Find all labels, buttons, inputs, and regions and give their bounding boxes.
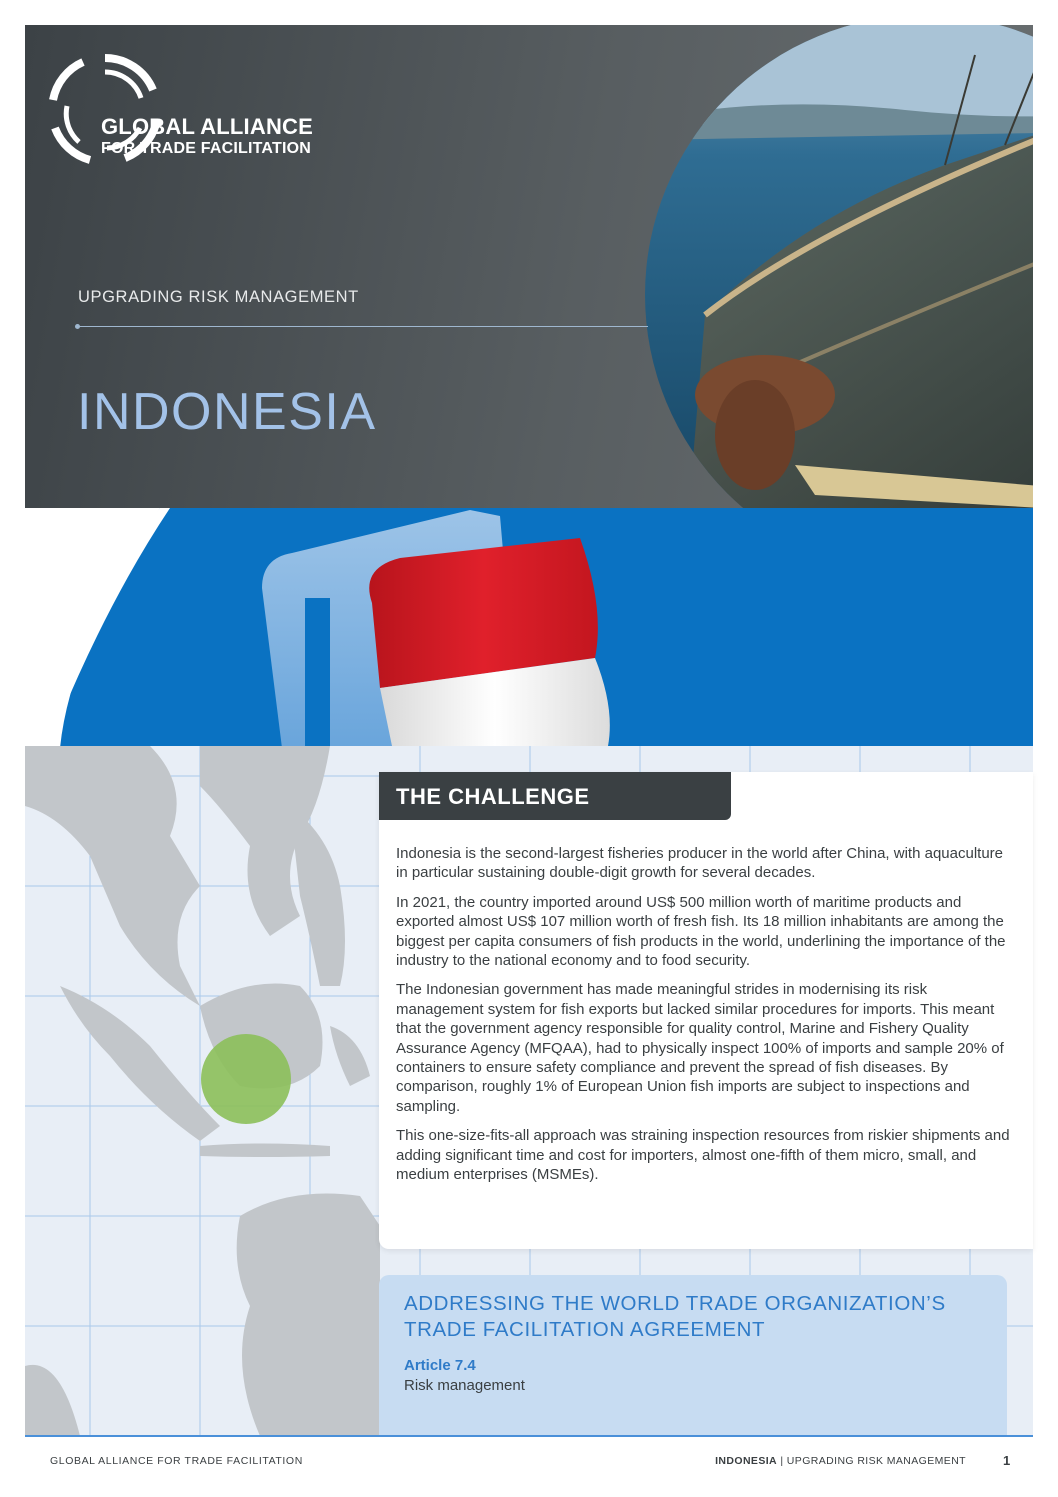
footer-topic: | UPGRADING RISK MANAGEMENT [777,1455,966,1467]
challenge-heading: THE CHALLENGE [379,772,731,820]
page-title: INDONESIA [77,383,377,441]
header-band [25,25,1033,508]
footer-document-title [715,1455,966,1467]
subtitle-divider [78,326,648,327]
fishing-net-photo [645,25,1033,508]
page-subtitle: UPGRADING RISK MANAGEMENT [78,288,359,306]
article-label: Article 7.4 [404,1357,476,1374]
logo-line-2: FOR TRADE FACILITATION [101,140,312,157]
article-description: Risk management [404,1377,525,1394]
footer-divider [25,1435,1033,1437]
challenge-card [379,772,1033,1249]
indonesia-highlight [201,1034,291,1124]
challenge-paragraph-2: In 2021, the country imported around US$ 500 million worth of maritime products and exported almost US$ 107 million worth of fresh fish. Its 18 million inhabitants are among the biggest per capita consumers of fish products in the world, underlining the importance of the industry to the national economy and to food security. [396,893,1006,970]
footer-organization: GLOBAL ALLIANCE FOR TRADE FACILITATION [50,1455,303,1467]
challenge-paragraph-4: This one-size-fits-all approach was straining inspection resources from riskier shipments and adding significant time and cost for importers, almost one-fifth of them micro, small, and medium enterprises (MSMEs). [396,1127,1010,1184]
logo-wordmark [101,116,313,157]
gatf-logo [45,50,345,170]
challenge-paragraph-1: Indonesia is the second-largest fisheries producer in the world after China, with aquaculture in particular sustaining double-digit growth for several decades. [396,845,1004,882]
wto-heading: ADDRESSING THE WORLD TRADE ORGANIZATION’S TRADE FACILITATION AGREEMENT [404,1292,946,1341]
page-number: 1 [1003,1453,1011,1468]
challenge-paragraph-3: The Indonesian government has made meaningful strides in modernising its risk management system for fish exports but lacked similar procedures for imports. This meant that the government agency responsible for quality control, Marine and Fishery Quality Assurance Agency (MFQAA), had to physically inspect 100% of imports and sample 20% of containers to ensure safety compliance and prevent the spread of fish diseases. By comparison, roughly 1% of European Union fish imports are subject to inspections and sampling. [396,981,1004,1115]
wto-agreement-box [379,1275,1007,1435]
flag-band [0,508,1058,748]
footer-country: INDONESIA [715,1455,778,1467]
logo-line-1: GLOBAL ALLIANCE [101,114,313,139]
challenge-body [396,844,1016,1195]
